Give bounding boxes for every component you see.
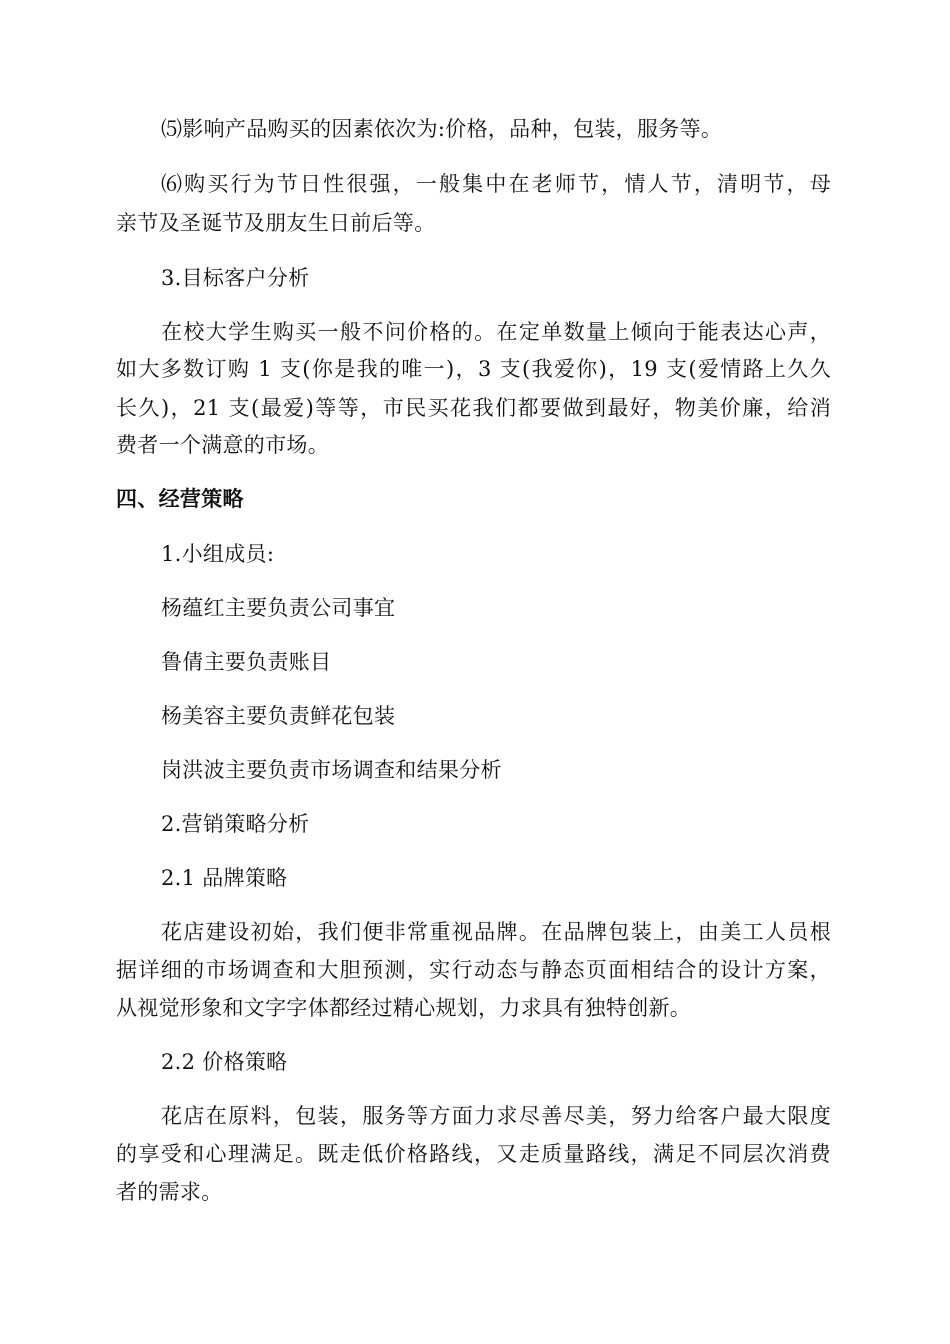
paragraph-factor-5: ⑸影响产品购买的因素依次为:价格，品种，包装，服务等。 (161, 117, 723, 141)
subheading-price-strategy: 2.2 价格策略 (161, 1050, 288, 1074)
subheading-team-members: 1.小组成员: (161, 542, 275, 566)
section-heading-strategy: 四、经营策略 (116, 487, 244, 511)
paragraph-price-line-2: 的享受和心理满足。既走低价格路线，又走质量路线，满足不同层次消费 (116, 1142, 831, 1166)
paragraph-brand-line-3: 从视觉形象和文字字体都经过精心规划，力求具有独特创新。 (116, 996, 692, 1020)
paragraph-target-line-4: 费者一个满意的市场。 (116, 433, 329, 457)
paragraph-target-line-3: 长久)，21 支(最爱)等等，市民买花我们都要做到最好，物美价廉，给消 (116, 396, 831, 420)
paragraph-factor-6-line-2: 亲节及圣诞节及朋友生日前后等。 (116, 211, 436, 235)
subheading-marketing: 2.营销策略分析 (161, 812, 310, 836)
paragraph-target-line-1: 在校大学生购买一般不问价格的。在定单数量上倾向于能表达心声， (161, 320, 831, 344)
paragraph-factor-6-line-1: ⑹购买行为节日性很强，一般集中在老师节，情人节，清明节，母 (161, 172, 831, 196)
paragraph-brand-line-2: 据详细的市场调查和大胆预测，实行动态与静态页面相结合的设计方案， (116, 958, 831, 982)
paragraph-brand-line-1: 花店建设初始，我们便非常重视品牌。在品牌包装上，由美工人员根 (161, 920, 831, 944)
subheading-target-customer: 3.目标客户分析 (161, 266, 310, 290)
team-member-1: 杨蕴红主要负责公司事宜 (161, 596, 396, 620)
team-member-3: 杨美容主要负责鲜花包装 (161, 704, 396, 728)
paragraph-price-line-3: 者的需求。 (116, 1180, 223, 1204)
team-member-4: 岗洪波主要负责市场调查和结果分析 (161, 758, 502, 782)
paragraph-price-line-1: 花店在原料，包装，服务等方面力求尽善尽美，努力给客户最大限度 (161, 1104, 831, 1128)
subheading-brand-strategy: 2.1 品牌策略 (161, 866, 288, 890)
paragraph-target-line-2: 如大多数订购 1 支(你是我的唯一)，3 支(我爱你)，19 支(爱情路上久久 (116, 357, 831, 381)
team-member-2: 鲁倩主要负责账目 (161, 650, 332, 674)
